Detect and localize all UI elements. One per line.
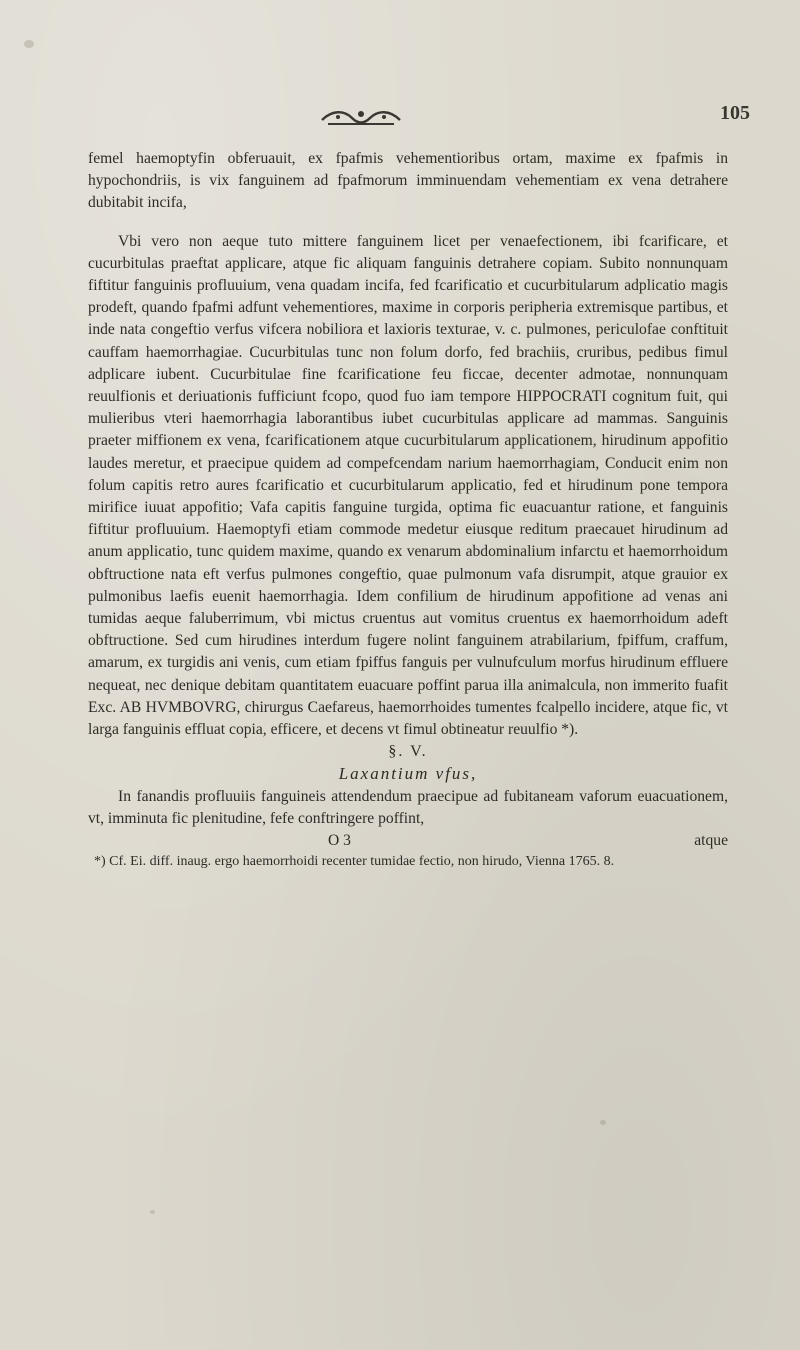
- paragraph: In fanandis profluuiis fanguineis attendendum praecipue ad fubitaneam vaforum euacuationem, vt, imminuta fic plenitudine, fefe conftringere poffint,: [88, 787, 728, 827]
- signature-row: [88, 830, 728, 852]
- section-title: Laxantium vfus,: [338, 764, 478, 784]
- section-number: §. V.: [388, 743, 428, 761]
- footnote: *) Cf. Ei. diff. inaug. ergo haemorrhoidi recenter tumidae fectio, non hirudo, Vienna 1765. 8.: [94, 854, 615, 870]
- paper-stain: [600, 1120, 606, 1125]
- signature-mark: O 3: [328, 832, 351, 850]
- paragraph: femel haemoptyfin obferuauit, ex fpafmis vehementioribus ortam, maxime ex fpafmis in hypochondriis, is vix fanguinem ad fpafmorum imminuendam vehementiam ex vena detrahere dubitabit incifa,: [88, 150, 728, 212]
- ornament-icon: [318, 108, 404, 128]
- paper-stain: [24, 40, 34, 48]
- paragraph: Vbi vero non aeque tuto mittere fanguinem licet per venaefectionem, ibi fcarificare, et cucurbitulas praeftat applicare, atque fic aliquam fanguinis detrahere copiam. Subito nonnunquam fiftitur fanguinis profluuium, vena quadam incifa, fed fcarificatio et cucurbitularum adplicatio magis prodeft, quando fpafmi adfunt vehementiores, maxime in corporis peripheria extremisque partibus, et inde nata congeftio verfus vifcera nobiliora et laxioris texturae, v. c. pulmones, periculofae conftituit cauffam haemorrhagiae. Cucurbitulas tunc non folum dorfo, fed brachiis, cruribus, pedibus fimul adplicare iubent. Cucurbitulae fine fcarificatione feu ficcae, decenter admotae, nonnunquam reuulfionis et deriuationis fufficiunt fcopo, quod fuo iam tempore HIPPOCRATI cognitum fuit, qui mulieribus vteri haemorrhagia laborantibus iubet cucurbitulas applicare ad mammas. Sanguinis praeter miffionem ex vena, fcarificationem atque cucurbitularum applicationem, hirudinum appofitio laudes meretur, et praecipue quidem ad compefcendam narium haemorrhagiam, Conducit enim non folum capitis retro aures fcarificatio et cucurbitularum applicatio, fed et hirudinum pone tempora mirifice iuuat appofitio; Vafa capitis fanguine turgida, optima fic euacuantur ratione, et fanguinis fiftitur profluuium. Haemoptyfi etiam commode medetur eiusque reditum praecauet hirudinum ad anum applicatio, tunc quidem maxime, quando ex venarum abdominalium infarctu et haemorrhoidum obftructione nata eft verfus pulmones congeftio, quae pulmonum vafa disrumpit, atque grauior ex pulmonibus laefis euenit haemorrhagia. Idem confilium de hirudinum appofitione ad venas ani tumidas aeque faluberrimum, vbi mictus cruentus aut vomitus cruentus ex haemorrhoidum adeft obftructione. Sed cum hirudines interdum fugere nolint fanguinem atrabilarium, fpiffum, craffum, amarum, ex turgidis ani venis, cum etiam fpiffus fanguis per vulnufculum morfus hirudinum effluere nequeat, nec denique debitam quantitatem euacuare poffint parua illa animalcula, non immerito fuafit Exc. AB HVMBOVRG, chirurgus Caefareus, haemorrhoides tumentes fcalpello incidere, atque fic, vt larga fanguinis effluat copia, efficere, et decens vt fimul obtineatur reuulfio *).: [88, 232, 728, 739]
- page-number: 105: [720, 102, 750, 124]
- paper-stain: [150, 1210, 155, 1214]
- main-text: [88, 148, 728, 872]
- page-header: [0, 96, 800, 136]
- catchword: atque: [694, 832, 728, 850]
